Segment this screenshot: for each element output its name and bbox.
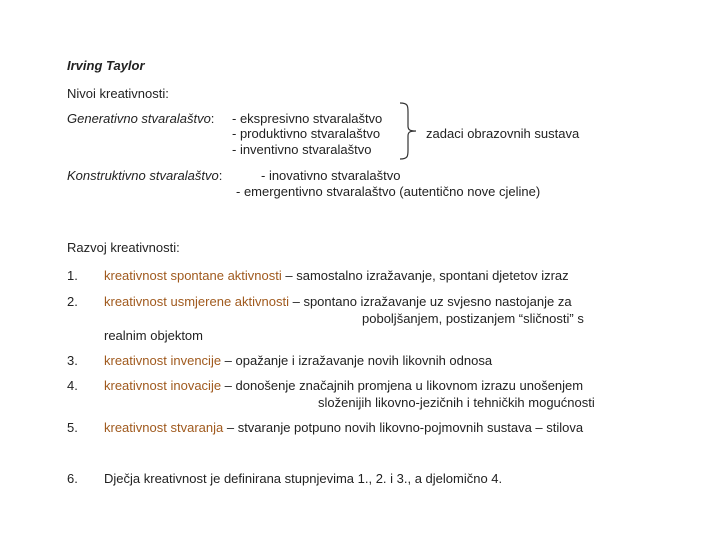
- generative-item-3: - inventivno stvaralaštvo: [232, 142, 372, 157]
- list-item-4-line-2: složenijih likovno-jezičnih i tehničkih mogućnosti: [318, 395, 595, 410]
- right-brace-icon: [398, 102, 422, 160]
- constructive-label: [67, 168, 222, 183]
- list-number: 5.: [67, 420, 78, 435]
- list-item-4: [104, 378, 583, 393]
- list-term: kreativnost spontane aktivnosti: [104, 268, 282, 283]
- list-term: kreativnost stvaranja: [104, 420, 224, 435]
- list-number: 1.: [67, 268, 78, 283]
- list-term: kreativnost inovacije: [104, 378, 222, 393]
- list-item-2-line-3: realnim objektom: [104, 328, 203, 343]
- generative-label-text: Generativno stvaralaštvo: [67, 111, 211, 126]
- list-text: – samostalno izražavanje, spontani djetetov izraz: [281, 268, 569, 283]
- constructive-item-2: - emergentivno stvaralaštvo (autentično nove cjeline): [236, 184, 541, 199]
- list-item-2: [104, 294, 572, 309]
- list-item-2-line-2: poboljšanjem, postizanjem “sličnosti” s: [362, 311, 584, 326]
- generative-note: zadaci obrazovnih sustava: [426, 126, 580, 141]
- list-item-6: Dječja kreativnost je definirana stupnjevima 1., 2. i 3., a djelomično 4.: [104, 471, 503, 486]
- list-text: – spontano izražavanje uz svjesno nastojanje za: [288, 294, 572, 309]
- generative-label: [67, 111, 214, 126]
- list-item-5: [104, 420, 583, 435]
- list-number: 3.: [67, 353, 78, 368]
- list-number: 6.: [67, 471, 78, 486]
- list-term: kreativnost usmjerene aktivnosti: [104, 294, 289, 309]
- list-item-3: [104, 353, 492, 368]
- constructive-colon: :: [218, 168, 223, 183]
- author-title: Irving Taylor: [67, 58, 145, 73]
- constructive-label-text: Konstruktivno stvaralaštvo: [67, 168, 219, 183]
- list-text: – donošenje značajnih promjena u likovnom izrazu unošenjem: [221, 378, 584, 393]
- development-heading: Razvoj kreativnosti:: [67, 240, 180, 255]
- levels-heading: Nivoi kreativnosti:: [67, 86, 169, 101]
- generative-item-2: - produktivno stvaralaštvo: [232, 126, 381, 141]
- list-number: 2.: [67, 294, 78, 309]
- list-item-1: [104, 268, 569, 283]
- list-text: – stvaranje potpuno novih likovno-pojmovnih sustava – stilova: [223, 420, 584, 435]
- list-number: 4.: [67, 378, 78, 393]
- generative-item-1: - ekspresivno stvaralaštvo: [232, 111, 383, 126]
- generative-colon: :: [210, 111, 215, 126]
- constructive-item-1: - inovativno stvaralaštvo: [261, 168, 401, 183]
- list-term: kreativnost invencije: [104, 353, 222, 368]
- list-text: – opažanje i izražavanje novih likovnih odnosa: [221, 353, 493, 368]
